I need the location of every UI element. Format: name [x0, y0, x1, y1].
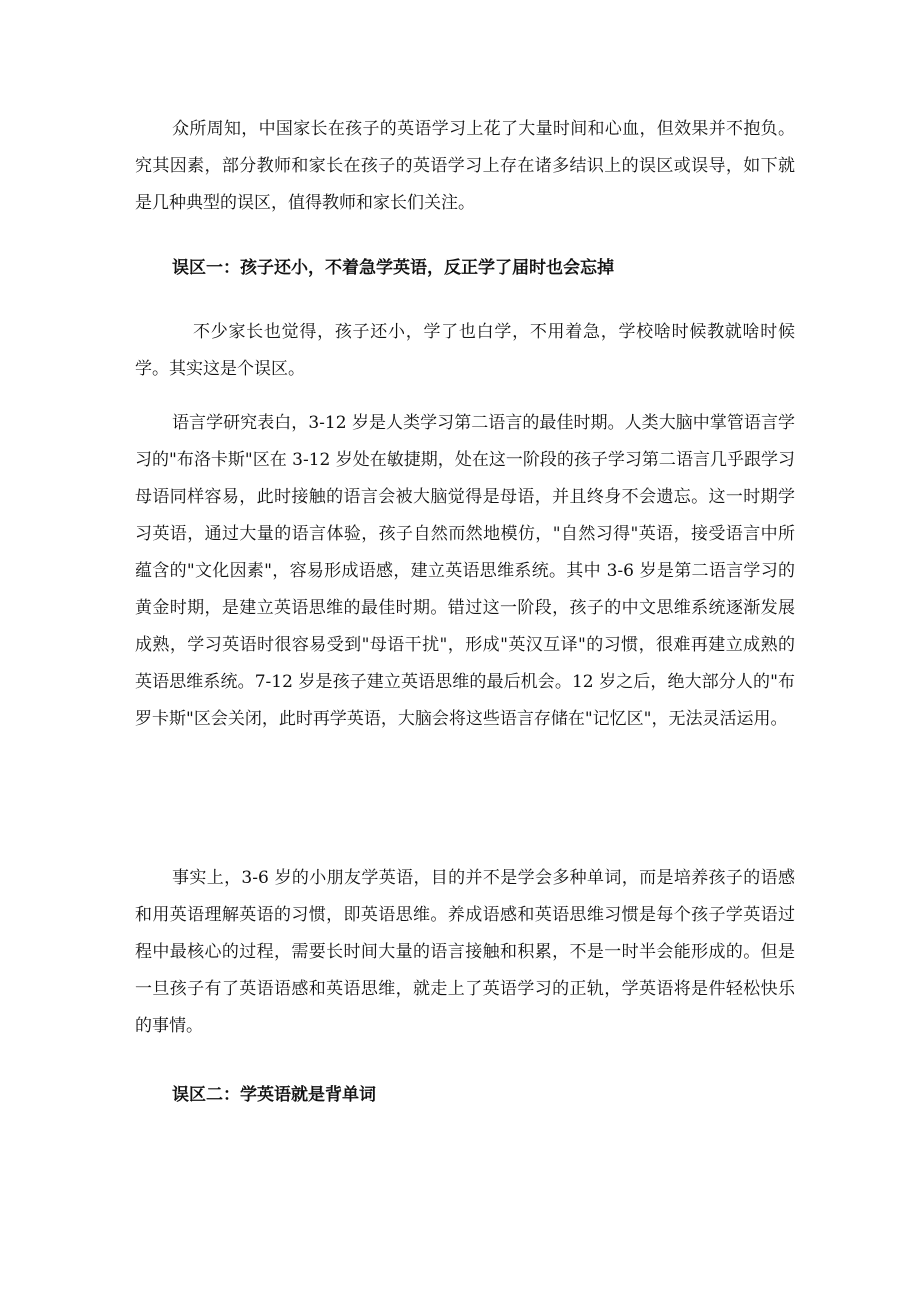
myth-one-paragraph-2: 语言学研究表白，3-12 岁是人类学习第二语言的最佳时期。人类大脑中掌管语言学习的"布洛卡斯"区在 3-12 岁处在敏捷期，处在这一阶段的孩子学习第二语言几乎跟学习母语同样容易，此时接触的语言会被大脑觉得是母语，并且终身不会遗忘。这一时期学习英语，通过大量的语言体验，孩子自然而然地模仿，"自然习得"英语，接受语言中所蕴含的"文化因素"，容易形成语感，建立英语思维系统。其中 3-6 岁是第二语言学习的黄金时期，是建立英语思维的最佳时期。错过这一阶段，孩子的中文思维系统逐渐发展成熟，学习英语时很容易受到"母语干扰"，形成"英汉互译"的习惯，很难再建立成熟的英语思维系统。7-12 岁是孩子建立英语思维的最后机会。12 岁之后，绝大部分人的"布罗卡斯"区会关闭，此时再学英语，大脑会将这些语言存储在"记忆区"，无法灵活运用。 — [135, 413, 795, 729]
intro-paragraph: 众所周知，中国家长在孩子的英语学习上花了大量时间和心血，但效果并不抱负。究其因素，部分教师和家长在孩子的英语学习上存在诸多结识上的误区或误导，如下就是几种典型的误区，值得教师和家长们关注。 — [135, 119, 795, 213]
myth-two-heading: 误区二：学英语就是背单词 — [172, 1085, 376, 1105]
myth-one-heading: 误区一：孩子还小，不着急学英语，反正学了届时也会忘掉 — [172, 258, 614, 278]
myth-one-paragraph-1: 不少家长也觉得，孩子还小，学了也白学，不用着急，学校啥时候教就啥时候学。其实这是个误区。 — [135, 322, 795, 379]
myth-one-paragraph-3: 事实上，3-6 岁的小朋友学英语，目的并不是学会多种单词，而是培养孩子的语感和用英语理解英语的习惯，即英语思维。养成语感和英语思维习惯是每个孩子学英语过程中最核心的过程，需要长时间大量的语言接触和积累，不是一时半会能形成的。但是一旦孩子有了英语语感和英语思维，就走上了英语学习的正轨，学英语将是件轻松快乐的事情。 — [135, 868, 795, 1036]
